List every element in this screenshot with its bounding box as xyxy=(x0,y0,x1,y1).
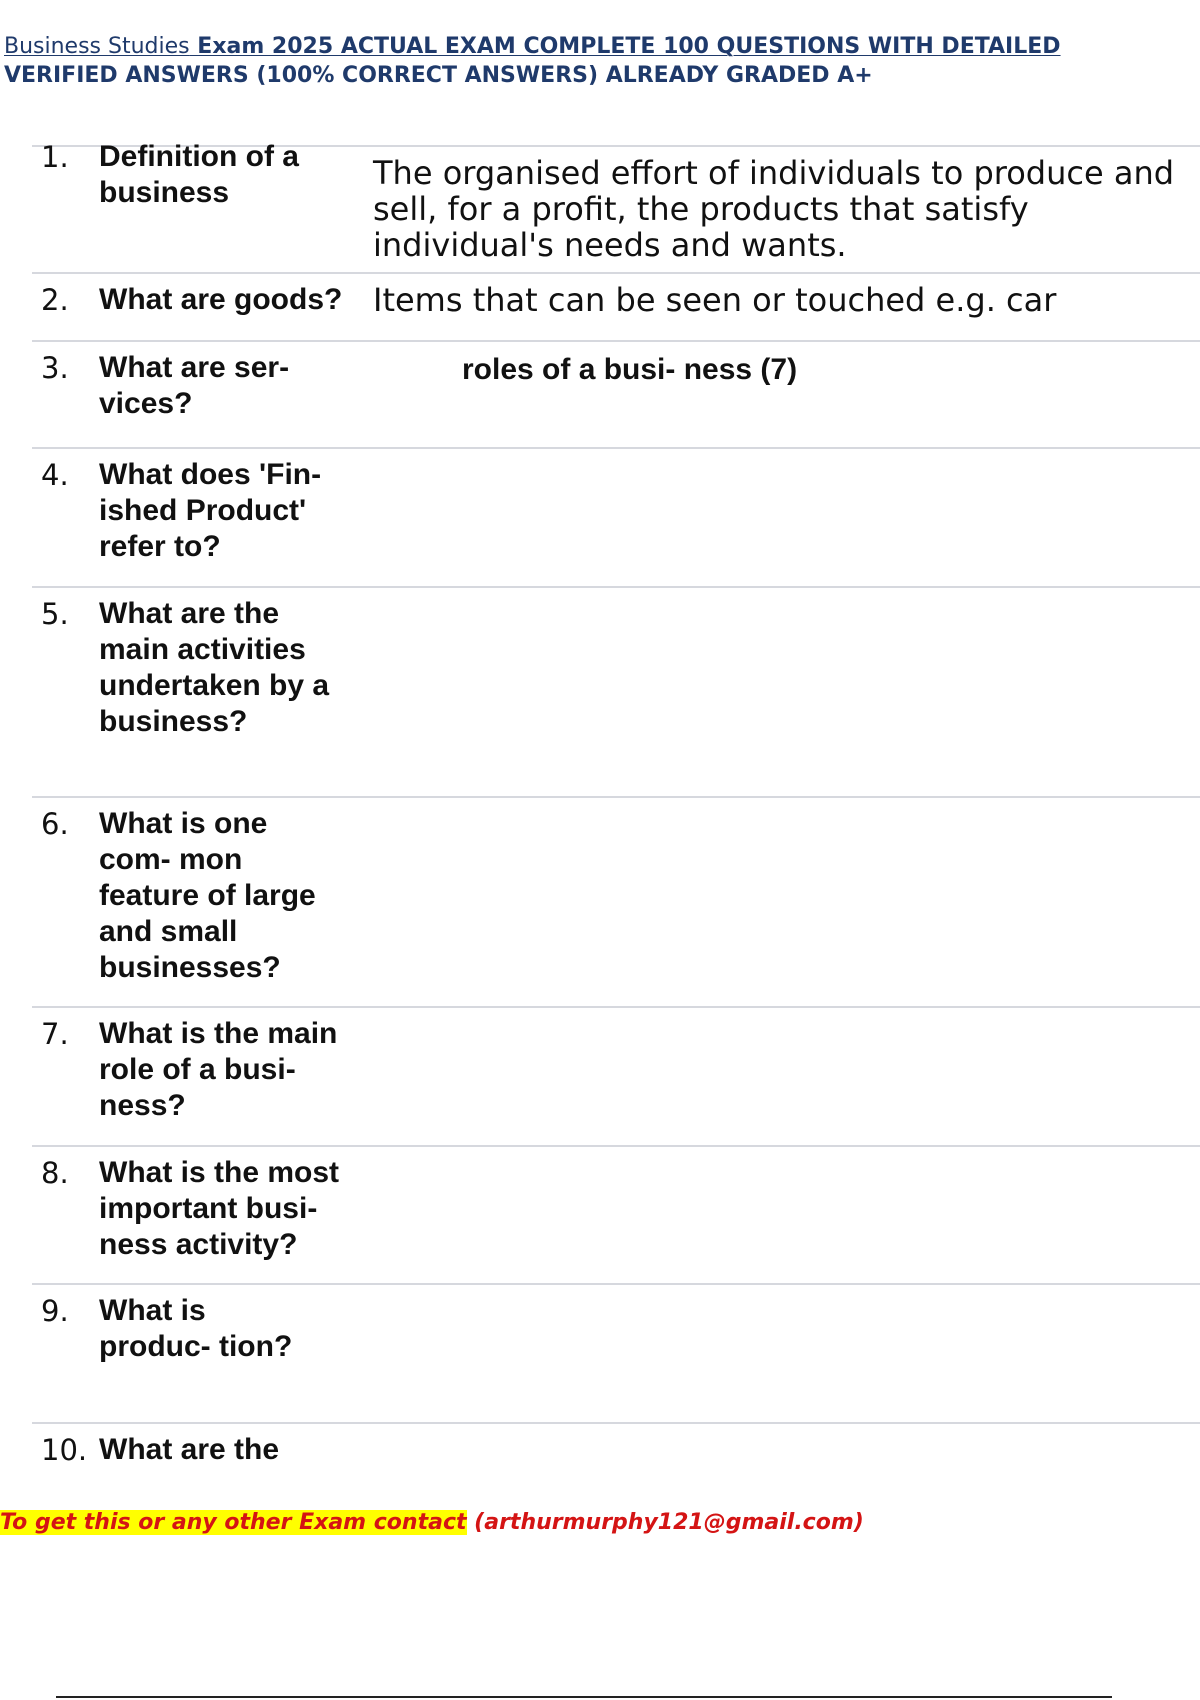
question-number: 10. xyxy=(41,1433,88,1467)
contact-notice xyxy=(0,1508,864,1538)
question-number: 5. xyxy=(41,597,69,631)
question-number: 3. xyxy=(41,351,69,385)
question-text: What are ser- vices? xyxy=(99,351,290,420)
question-text: Definition of a business xyxy=(99,140,299,209)
document-title-line-2: VERIFIED ANSWERS (100% CORRECT ANSWERS) ALREADY GRADED A+ xyxy=(4,63,873,88)
qa-row xyxy=(32,342,1200,449)
question-number: 7. xyxy=(41,1017,69,1051)
question-text: What are the xyxy=(99,1433,280,1466)
question-text: What is the most important busi- ness activity? xyxy=(99,1156,340,1261)
qa-row xyxy=(32,588,1200,798)
qa-row xyxy=(32,449,1200,588)
qa-row xyxy=(32,274,1200,342)
question-text: What does 'Fin- ished Product' refer to? xyxy=(99,458,322,563)
qa-row xyxy=(32,798,1200,1008)
question-number: 9. xyxy=(41,1294,69,1328)
qa-row xyxy=(32,1147,1200,1285)
answer-text: The organised effort of individuals to produce and sell, for a profit, the products that satisfy individual's needs and wants. xyxy=(373,154,1175,264)
question-text: What are goods? xyxy=(99,283,343,316)
qa-row xyxy=(32,140,1200,274)
question-number: 4. xyxy=(41,458,69,492)
document-title-rest: Exam 2025 ACTUAL EXAM COMPLETE 100 QUESTIONS WITH DETAILED xyxy=(189,34,1061,59)
question-text: What is the main role of a busi- ness? xyxy=(99,1017,338,1122)
answer-text: roles of a busi- ness (7) xyxy=(462,353,798,386)
question-number: 6. xyxy=(41,807,69,841)
question-number: 2. xyxy=(41,283,69,317)
qa-row xyxy=(32,1008,1200,1147)
answer-text: Items that can be seen or touched e.g. car xyxy=(373,281,1057,319)
question-text: What are the main activities undertaken by a business? xyxy=(99,597,330,738)
question-text: What is one com- mon feature of large and small businesses? xyxy=(99,807,316,984)
contact-email-link[interactable]: (arthurmurphy121@gmail.com) xyxy=(466,1510,864,1535)
question-number: 8. xyxy=(41,1156,69,1190)
qa-row xyxy=(32,1424,1200,1484)
question-text: What is produc- tion? xyxy=(99,1294,293,1363)
contact-prefix: To get this or any other Exam contact xyxy=(0,1510,467,1535)
question-number: 1. xyxy=(41,140,69,174)
document-title-lead: Business Studies xyxy=(4,34,190,59)
document-title xyxy=(4,32,1184,90)
footer-divider xyxy=(56,1696,1112,1698)
qa-row xyxy=(32,1285,1200,1424)
qa-table xyxy=(32,140,1200,1484)
document-title-line-1 xyxy=(4,32,1184,61)
